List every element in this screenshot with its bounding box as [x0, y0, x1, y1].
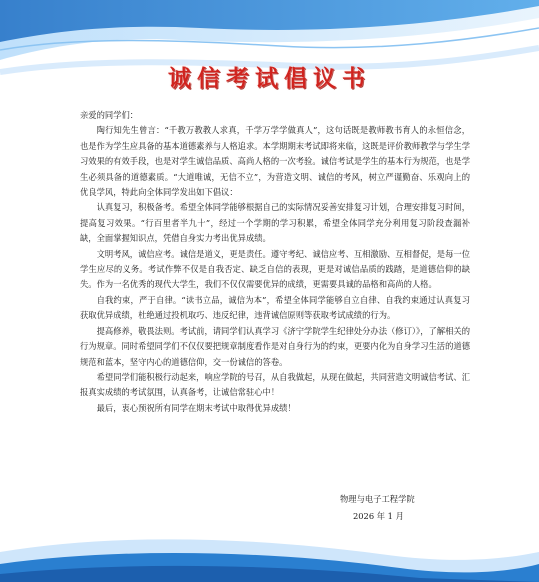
paragraph-call-to-action: 希望同学们能积极行动起来，响应学院的号召，从自我做起，从现在做起，共同营造文明诚信考试、汇报真实成绩的考试氛围，认真备考，让诚信常驻心中！	[80, 371, 470, 398]
signature-date: 2026 年 1 月	[353, 511, 404, 521]
signature-org: 物理与电子工程学院	[340, 494, 415, 504]
greeting: 亲爱的同学们：	[80, 110, 139, 120]
paragraph-rules: 提高修养，敬畏法则。考试前，请同学们认真学习《济宁学院学生纪律处分办法（修订）》，了解相关的行为规章。同时希望同学们不仅仅要把规章制度看作是对自身行为的约束，更要内化为自身学习生活的道德规范和蓝本，坚守内心的道德信仰，交一份诚信的答卷。	[80, 325, 470, 367]
paragraph-self-discipline: 自我约束，严于自律。“读书立品，诚信为本”，希望全体同学能够自立自律、自我约束通过认真复习获取优异成绩，杜绝通过投机取巧、违反纪律，违背诚信原则等获取考试成绩的行为。	[80, 294, 470, 321]
paragraph-closing: 最后，衷心预祝所有同学在期末考试中取得优异成绩！	[96, 402, 296, 413]
page-title: 诚信考试倡议书	[168, 65, 371, 92]
bottom-wave-decoration	[0, 502, 539, 582]
proposal-body	[80, 108, 470, 416]
paragraph-review: 认真复习，积极备考。希望全体同学能够根据自己的实际情况妥善安排复习计划，合理安排复习时间，提高复习效果。“行百里者半九十”，经过一个学期的学习积累，希望全体同学充分利用复习阶段查漏补缺，全面掌握知识点，凭借自身实力考出优异成绩。	[80, 202, 470, 244]
paragraph-exam-conduct: 文明考风，诚信应考。诚信是道义，更是责任。遵守考纪、诚信应考、互相激励、互相督促，是每一位学生应尽的义务。考试作弊不仅是自我否定、缺乏自信的表现，更是对诚信品质的践踏，是道德信仰的缺失。作为一名优秀的现代大学生，我们不仅仅需要优异的成绩，更需要具诚的品格和高尚的人格。	[80, 248, 470, 290]
signature-block	[340, 491, 415, 525]
paragraph-intro: 陶行知先生曾言：“千教万教教人求真，千学万学学做真人”，这句话既是教师教书育人的永恒信念，也是作为学生应具备的基本道德素养与人格追求。本学期期末考试即将来临，这既是评价教师教学与学生学习效果的有效手段，也是对学生诚信品质、高尚人格的一次考验。诚信考试是学生的基本行为规范，也是学生必须具备的道德素质。“大道唯诚，无信不立”，为营造文明、诚信的考风，树立严谨勤奋、乐观向上的优良学风，特此向全体同学发出如下倡议：	[80, 125, 470, 198]
